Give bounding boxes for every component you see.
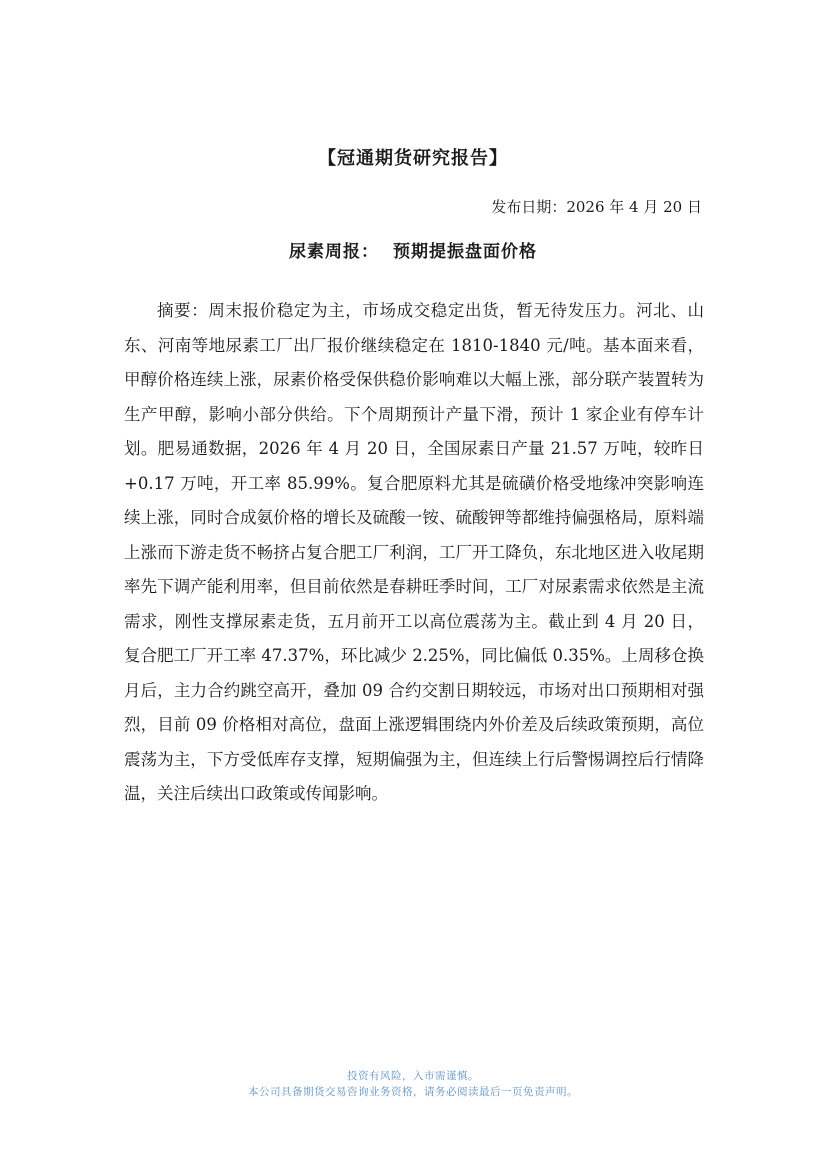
page-footer <box>0 1068 826 1100</box>
report-title-main: 尿素周报： <box>289 242 379 262</box>
report-header: 【冠通期货研究报告】 <box>318 148 508 169</box>
disclaimer-notice: 本公司具备期货交易咨询业务资格，请务必阅读最后一页免责声明。 <box>248 1086 578 1098</box>
report-title <box>0 239 826 265</box>
risk-warning: 投资有风险，入市需谨慎。 <box>347 1070 479 1082</box>
publish-date: 发布日期：2026 年 4 月 20 日 <box>491 198 702 216</box>
report-title-sub: 预期提振盘面价格 <box>393 242 537 262</box>
abstract-paragraph: 摘要：周末报价稳定为主，市场成交稳定出货，暂无待发压力。河北、山东、河南等地尿素工厂出厂报价继续稳定在 1810-1840 元/吨。基本面来看，甲醇价格连续上涨，尿素价格受保供稳价影响难以大幅上涨，部分联产装置转为生产甲醇，影响小部分供给。下个周期预计产量下滑，预计 1 家企业有停车计划。肥易通数据，2026 年 4 月 20 日，全国尿素日产量 21.57 万吨，较昨日+0.17 万吨，开工率 85.99%。复合肥原料尤其是硫磺价格受地缘冲突影响连续上涨，同时合成氨价格的增长及硫酸一铵、硫酸钾等都维持偏强格局，原料端上涨而下游走货不畅挤占复合肥工厂利润，工厂开工降负，东北地区进入收尾期率先下调产能利用率，但目前依然是春耕旺季时间，工厂对尿素需求依然是主流需求，刚性支撑尿素走货，五月前开工以高位震荡为主。截止到 4 月 20 日，复合肥工厂开工率 47.37%，环比减少 2.25%，同比偏低 0.35%。上周移仓换月后，主力合约跳空高开，叠加 09 合约交割日期较远，市场对出口预期相对强烈，目前 09 价格相对高位，盘面上涨逻辑围绕内外价差及后续政策预期，高位震荡为主，下方受低库存支撑，短期偏强为主，但连续上行后警惕调控后行情降温，关注后续出口政策或传闻影响。 <box>124 301 704 803</box>
